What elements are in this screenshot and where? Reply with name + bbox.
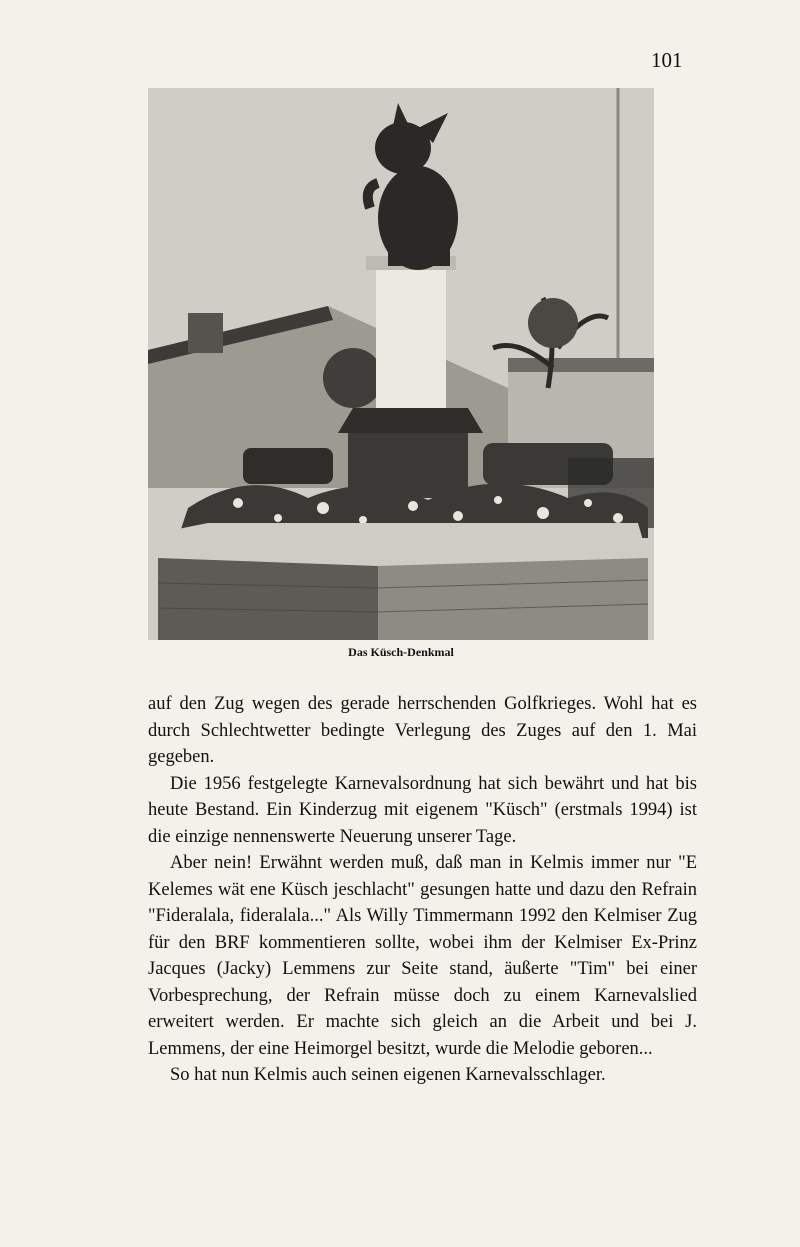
paragraph: auf den Zug wegen des gerade herrschenden Golfkrieges. Wohl hat es durch Schlechtwetter bedingte Verlegung des Zuges auf den 1. Mai gegeben. (148, 694, 697, 767)
paragraph: Die 1956 festgelegte Karnevalsordnung hat sich bewährt und hat bis heute Bestand. Ein Kinderzug mit eigenem "Küsch" (erstmals 1994) ist die einzige nennenswerte Neuerung unserer Tage. (148, 773, 697, 847)
paragraph: Aber nein! Erwähnt werden muß, daß man in Kelmis immer nur "E Kelemes wät ene Küsch jeschlacht" gesungen hatte und dazu den Refrain "Fideralala, fideralala..." Als Willy Timmermann 1992 den Kelmiser Zug für den BRF kommentieren sollte, wobei ihm der Kelmiser Ex-Prinz Jacques (Jacky) Lemmens zur Seite stand, äußerte "Tim" bei einer Vorbesprechung, der Refrain müsse doch zu einem Karnevalslied erweitert werden. Er machte sich gleich an die Arbeit und bei J. Lemmens, der eine Heimorgel besitzt, wurde die Melodie geboren... (148, 853, 697, 1059)
page-number: 101 (651, 48, 683, 72)
monument-photo (148, 88, 654, 640)
paragraph: So hat nun Kelmis auch seinen eigenen Karnevalsschlager. (170, 1065, 606, 1085)
body-text (148, 691, 697, 1089)
figure-caption: Das Küsch-Denkmal (348, 645, 454, 659)
